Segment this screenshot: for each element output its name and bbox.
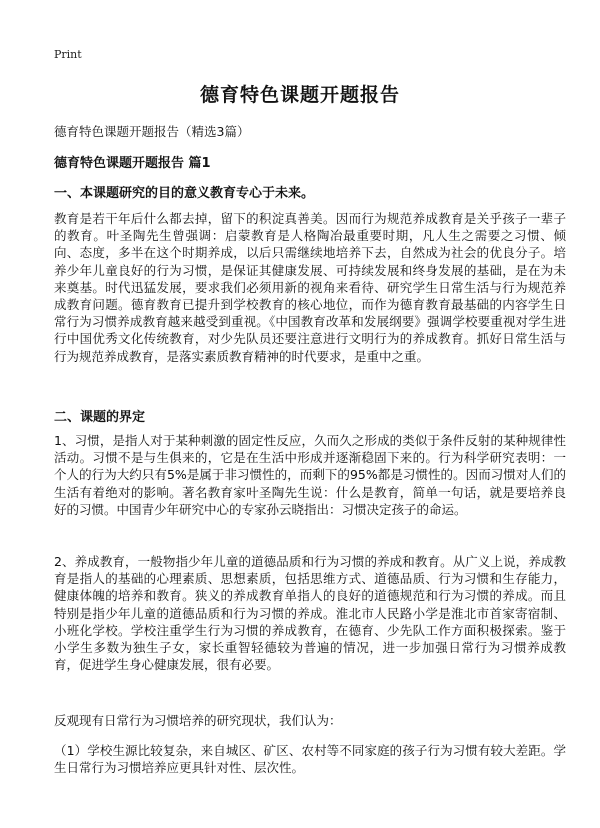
paragraph-research-status: 反观现有日常行为习惯培养的研究现状，我们认为： xyxy=(54,713,342,728)
paragraph-point-1: （1）学校生源比较复杂，来自城区、矿区、农村等不同家庭的孩子行为习惯有较大差距。学生日常行为习惯培养应更具针对性、层次性。 xyxy=(54,743,566,776)
article-heading: 德育特色课题开题报告 篇1 xyxy=(54,156,211,171)
section-heading-definition: 二、课题的界定 xyxy=(54,410,146,425)
paragraph-formation-education: 2、养成教育，一般物指少年儿童的道德品质和行为习惯的养成和教育。从广义上说，养成教育是指人的基础的心理素质、思想素质，包括思维方式、道德品质、行为习惯和生存能力，健康体魄的培养和教育。狭义的养成教育单指人的良好的道德规范和行为习惯的养成。而且特别是指少年儿童的道德品质和行为习惯的养成。淮北市人民路小学是淮北市首家寄宿制、小班化学校。学校注重学生行为习惯的养成教育，在德育、少先队工作方面积极探索。鉴于小学生多数为独生子女，家长重智轻德较为普遍的情况，进一步加强日常行为习惯养成教育，促进学生身心健康发展，很有必要。 xyxy=(54,554,566,673)
document-title: 德育特色课题开题报告 xyxy=(199,84,400,106)
section-heading-purpose: 一、本课题研究的目的意义教育专心于未来。 xyxy=(54,186,315,201)
paragraph-purpose: 教育是若干年后什么都去掉，留下的积淀真善美。因而行为规范养成教育是关乎孩子一辈子的教育。叶圣陶先生曾强调：启蒙教育是人格陶冶最重要时期，凡人生之需要之习惯、倾向、态度，多半在这个时期养成，以后只需继续地培养下去，自然成为社会的优良分子。培养少年儿童良好的行为习惯，是保证其健康发展、可持续发展和终身发展的基础，是在为未来奠基。时代迅猛发展，要求我们必须用新的视角来看待、研究学生日常生活与行为规范养成教育问题。德育教育已提升到学校教育的核心地位，而作为德育教育最基础的内容学生日常行为习惯养成教育越来越受到重视。《中国教育改革和发展纲要》强调学校要重视对学生进行中国优秀文化传统教育，对少先队员还要注意进行文明行为的养成教育。抓好日常生活与行为规范养成教育，是落实素质教育精神的时代要求，是重中之重。 xyxy=(54,211,566,364)
paragraph-habit-definition: 1、习惯，是指人对于某种刺激的固定性反应，久而久之形成的类似于条件反射的某种规律性活动。习惯不是与生俱来的，它是在生活中形成并逐渐稳固下来的。行为科学研究表明：一个人的行为大约只有5%是属于非习惯性的，而剩下的95%都是习惯性的。因而习惯对人们的生活有着绝对的影响。著名教育家叶圣陶先生说：什么是教育，简单一句话，就是要培养良好的习惯。中国青少年研究中心的专家孙云晓指出：习惯决定孩子的命运。 xyxy=(54,433,566,517)
document-subtitle: 德育特色课题开题报告（精选3篇） xyxy=(54,124,250,139)
print-label: Print xyxy=(54,48,82,61)
